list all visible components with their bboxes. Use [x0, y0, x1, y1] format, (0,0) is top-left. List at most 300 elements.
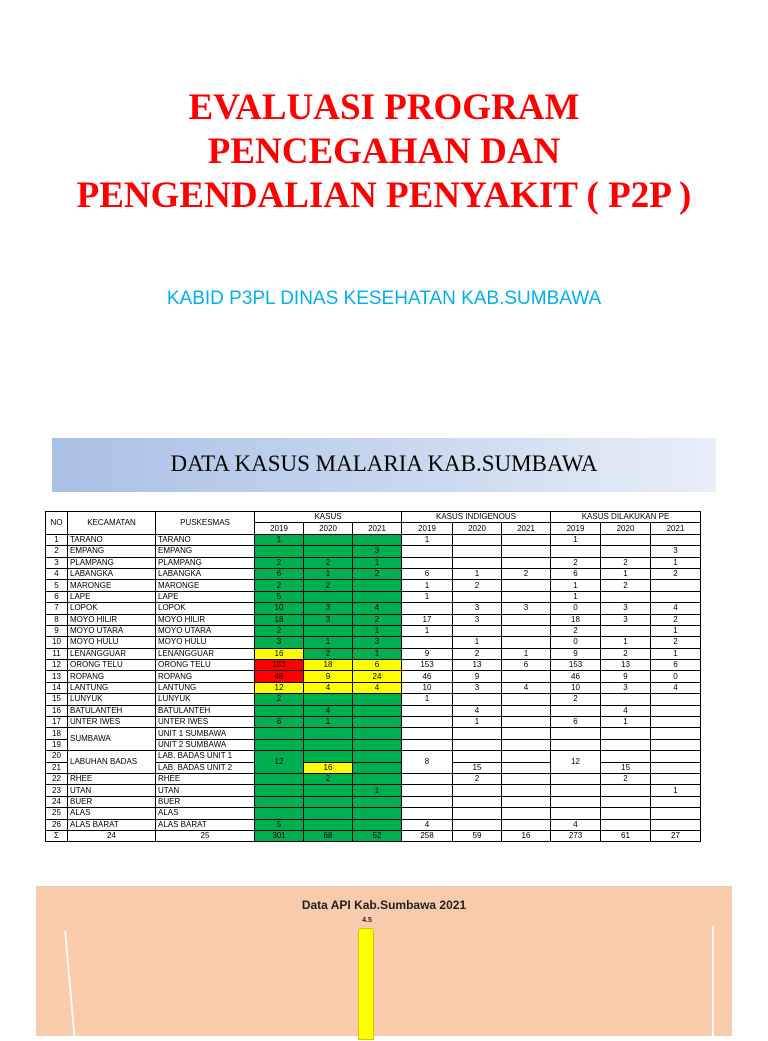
cell-kasus-2019 [255, 773, 304, 784]
cell-indigenous-2020 [453, 694, 502, 705]
cell-pe-2019: 273 [551, 830, 601, 841]
cell-kecamatan: LABANGKA [68, 568, 156, 579]
cell-kecamatan: ORONG TELU [68, 660, 156, 671]
cell-puskesmas: MOYO HILIR [156, 614, 255, 625]
cell-pe-2020 [601, 739, 651, 750]
cell-puskesmas: UNIT 1 SUMBAWA [156, 728, 255, 739]
cell-indigenous-2020: 15 [453, 762, 502, 773]
cell-indigenous-2021: 16 [502, 830, 551, 841]
cell-kecamatan: BATULANTEH [68, 705, 156, 716]
cell-kecamatan: PLAMPANG [68, 557, 156, 568]
cell-kasus-2019: 12 [255, 682, 304, 693]
cell-indigenous-2019 [402, 603, 453, 614]
table-row [46, 773, 701, 784]
cell-kasus-2021: 6 [353, 660, 402, 671]
cell-pe-2020 [601, 808, 651, 819]
cell-indigenous-2020: 4 [453, 705, 502, 716]
cell-indigenous-2021: 6 [502, 660, 551, 671]
table-row [46, 625, 701, 636]
cell-pe-2019: 153 [551, 660, 601, 671]
cell-indigenous-2019: 17 [402, 614, 453, 625]
cell-pe-2019: 2 [551, 557, 601, 568]
header-year: 2019 [551, 523, 601, 534]
cell-pe-2019 [551, 773, 601, 784]
cell-pe-2020 [601, 796, 651, 807]
cell-pe-2019 [551, 785, 601, 796]
cell-indigenous-2019: 46 [402, 671, 453, 682]
cell-kecamatan: RHEE [68, 773, 156, 784]
cell-pe-2020: 2 [601, 648, 651, 659]
table-row [46, 728, 701, 739]
cell-indigenous-2019: 10 [402, 682, 453, 693]
cell-indigenous-2019: 1 [402, 534, 453, 545]
cell-pe-2019: 18 [551, 614, 601, 625]
cell-pe-2019: 0 [551, 637, 601, 648]
cell-pe-2020: 13 [601, 660, 651, 671]
cell-indigenous-2019 [402, 717, 453, 728]
cell-no: 6 [46, 591, 68, 602]
cell-kasus-2019 [255, 785, 304, 796]
cell-kasus-2020: 1 [304, 717, 353, 728]
cell-kasus-2019: 46 [255, 671, 304, 682]
cell-puskesmas: MARONGE [156, 580, 255, 591]
cell-kasus-2020 [304, 796, 353, 807]
cell-no: 3 [46, 557, 68, 568]
cell-kasus-2019: 3 [255, 637, 304, 648]
cell-pe-2019: 46 [551, 671, 601, 682]
cell-indigenous-2021 [502, 580, 551, 591]
cell-pe-2021: 4 [651, 603, 701, 614]
subtitle: KABID P3PL DINAS KESEHATAN KAB.SUMBAWA [166, 288, 602, 309]
cell-kasus-2020 [304, 808, 353, 819]
cell-no: Σ [46, 830, 68, 841]
cell-kecamatan: ROPANG [68, 671, 156, 682]
cell-indigenous-2020 [453, 728, 502, 739]
cell-kasus-2020: 16 [304, 762, 353, 773]
cell-pe-2020 [601, 625, 651, 636]
table-row [46, 717, 701, 728]
cell-no: 12 [46, 660, 68, 671]
table-row [46, 603, 701, 614]
cell-indigenous-2021 [502, 773, 551, 784]
cell-kasus-2021 [353, 580, 402, 591]
table-row [46, 637, 701, 648]
table-row [46, 580, 701, 591]
table-row [46, 660, 701, 671]
chart-title: Data API Kab.Sumbawa 2021 [301, 898, 467, 912]
api-chart [36, 886, 732, 1036]
cell-kecamatan: MOYO UTARA [68, 625, 156, 636]
cell-indigenous-2019: 153 [402, 660, 453, 671]
cell-pe-2021: 1 [651, 557, 701, 568]
cell-puskesmas: LAB. BADAS UNIT 2 [156, 762, 255, 773]
cell-indigenous-2021 [502, 591, 551, 602]
header-year: 2021 [651, 523, 701, 534]
cell-kasus-2019: 6 [255, 568, 304, 579]
table-row [46, 830, 701, 841]
cell-kasus-2021: 2 [353, 568, 402, 579]
section-banner [52, 438, 716, 492]
header-no: NO [46, 512, 68, 535]
header-year: 2019 [402, 523, 453, 534]
cell-indigenous-2021 [502, 808, 551, 819]
cell-puskesmas: EMPANG [156, 546, 255, 557]
cell-kasus-2019: 5 [255, 819, 304, 830]
cell-indigenous-2019 [402, 808, 453, 819]
cell-no: 23 [46, 785, 68, 796]
cell-indigenous-2021: 3 [502, 603, 551, 614]
cell-kasus-2019: 5 [255, 591, 304, 602]
cell-pe-2019: 6 [551, 717, 601, 728]
header-indigenous: KASUS INDIGENOUS [402, 512, 551, 523]
cell-puskesmas: MOYO UTARA [156, 625, 255, 636]
title-line-1: EVALUASI PROGRAM [188, 87, 580, 128]
cell-indigenous-2020: 13 [453, 660, 502, 671]
cell-indigenous-2019 [402, 557, 453, 568]
cell-pe-2021: 0 [651, 671, 701, 682]
cell-no: 22 [46, 773, 68, 784]
cell-kecamatan: ALAS BARAT [68, 819, 156, 830]
chart-axis-line [64, 931, 76, 1041]
cell-indigenous-2021 [502, 796, 551, 807]
cell-no: 7 [46, 603, 68, 614]
cell-kecamatan: ALAS [68, 808, 156, 819]
cell-pe-2020 [601, 785, 651, 796]
cell-kasus-2020: 4 [304, 682, 353, 693]
cell-kasus-2019: 2 [255, 580, 304, 591]
malaria-table [45, 511, 701, 842]
cell-pe-2020: 1 [601, 637, 651, 648]
cell-kecamatan: MOYO HULU [68, 637, 156, 648]
cell-kasus-2021 [353, 694, 402, 705]
header-kecamatan: KECAMATAN [68, 512, 156, 535]
cell-indigenous-2021 [502, 785, 551, 796]
cell-indigenous-2020 [453, 557, 502, 568]
cell-indigenous-2020: 3 [453, 682, 502, 693]
table-row [46, 534, 701, 545]
cell-kecamatan: SUMBAWA [68, 728, 156, 751]
cell-pe-2019: 10 [551, 682, 601, 693]
cell-indigenous-2021 [502, 762, 551, 773]
cell-kasus-2021 [353, 796, 402, 807]
cell-pe-2020: 2 [601, 580, 651, 591]
cell-pe-2020: 9 [601, 671, 651, 682]
cell-kasus-2019: 6 [255, 717, 304, 728]
cell-kasus-2020: 68 [304, 830, 353, 841]
cell-kecamatan: LOPOK [68, 603, 156, 614]
cell-kasus-2021 [353, 751, 402, 762]
cell-pe-2021 [651, 705, 701, 716]
cell-indigenous-2019 [402, 739, 453, 750]
cell-pe-2019 [551, 728, 601, 739]
cell-puskesmas: LOPOK [156, 603, 255, 614]
cell-kasus-2021 [353, 717, 402, 728]
cell-kasus-2021: 1 [353, 557, 402, 568]
cell-kasus-2019: 1 [255, 534, 304, 545]
cell-pe-2019 [551, 739, 601, 750]
cell-kasus-2021: 1 [353, 625, 402, 636]
cell-indigenous-2021: 1 [502, 648, 551, 659]
cell-indigenous-2021 [502, 728, 551, 739]
cell-kasus-2020: 2 [304, 557, 353, 568]
table-row [46, 557, 701, 568]
cell-kasus-2019 [255, 739, 304, 750]
cell-puskesmas: ROPANG [156, 671, 255, 682]
cell-pe-2020: 1 [601, 568, 651, 579]
cell-pe-2019: 2 [551, 694, 601, 705]
cell-pe-2021 [651, 773, 701, 784]
cell-kasus-2021: 1 [353, 785, 402, 796]
cell-indigenous-2020 [453, 796, 502, 807]
cell-kecamatan: TARANO [68, 534, 156, 545]
cell-pe-2020: 15 [601, 762, 651, 773]
cell-kecamatan: LENANGGUAR [68, 648, 156, 659]
header-pe: KASUS DILAKUKAN PE [551, 512, 701, 523]
cell-pe-2020: 4 [601, 705, 651, 716]
cell-indigenous-2020: 2 [453, 580, 502, 591]
cell-pe-2019: 9 [551, 648, 601, 659]
cell-pe-2021: 2 [651, 614, 701, 625]
cell-pe-2021 [651, 796, 701, 807]
cell-kasus-2020: 1 [304, 637, 353, 648]
cell-kasus-2021 [353, 705, 402, 716]
cell-pe-2019 [551, 705, 601, 716]
cell-indigenous-2020 [453, 751, 502, 762]
cell-indigenous-2020 [453, 785, 502, 796]
cell-pe-2021 [651, 751, 701, 762]
cell-indigenous-2020 [453, 739, 502, 750]
cell-indigenous-2021: 2 [502, 568, 551, 579]
header-year: 2020 [304, 523, 353, 534]
cell-pe-2021 [651, 694, 701, 705]
cell-kasus-2019 [255, 796, 304, 807]
cell-kasus-2020 [304, 739, 353, 750]
cell-pe-2020: 3 [601, 614, 651, 625]
table-row [46, 796, 701, 807]
cell-kasus-2019 [255, 808, 304, 819]
cell-puskesmas: ORONG TELU [156, 660, 255, 671]
cell-kasus-2019 [255, 546, 304, 557]
cell-kasus-2020: 1 [304, 568, 353, 579]
table-row [46, 648, 701, 659]
cell-pe-2020 [601, 751, 651, 762]
table-row [46, 694, 701, 705]
cell-pe-2020 [601, 534, 651, 545]
cell-indigenous-2021 [502, 557, 551, 568]
cell-kasus-2020: 3 [304, 603, 353, 614]
cell-no: 4 [46, 568, 68, 579]
cell-no: 18 [46, 728, 68, 739]
cell-kasus-2021: 2 [353, 614, 402, 625]
cell-indigenous-2019: 4 [402, 819, 453, 830]
cell-no: 26 [46, 819, 68, 830]
header-puskesmas: PUSKESMAS [156, 512, 255, 535]
cell-pe-2019: 12 [551, 751, 601, 774]
cell-indigenous-2019 [402, 705, 453, 716]
cell-indigenous-2020: 2 [453, 773, 502, 784]
cell-kecamatan: MOYO HILIR [68, 614, 156, 625]
cell-pe-2021 [651, 717, 701, 728]
table-row [46, 682, 701, 693]
section-title: DATA KASUS MALARIA KAB.SUMBAWA [170, 451, 598, 476]
cell-indigenous-2019 [402, 546, 453, 557]
cell-kasus-2021: 52 [353, 830, 402, 841]
cell-pe-2019: 0 [551, 603, 601, 614]
cell-no: 9 [46, 625, 68, 636]
cell-kasus-2020: 2 [304, 648, 353, 659]
cell-kasus-2019: 153 [255, 660, 304, 671]
cell-kasus-2021 [353, 591, 402, 602]
cell-pe-2019: 1 [551, 580, 601, 591]
cell-puskesmas: LAPE [156, 591, 255, 602]
cell-no: 15 [46, 694, 68, 705]
cell-pe-2021: 3 [651, 546, 701, 557]
cell-puskesmas: MOYO HULU [156, 637, 255, 648]
cell-indigenous-2020: 1 [453, 717, 502, 728]
cell-kasus-2020 [304, 546, 353, 557]
title-line-2: PENCEGAHAN DAN [207, 131, 561, 172]
cell-indigenous-2019 [402, 637, 453, 648]
cell-puskesmas: LUNYUK [156, 694, 255, 705]
cell-kecamatan: LABUHAN BADAS [68, 751, 156, 774]
cell-pe-2021: 4 [651, 682, 701, 693]
table-row [46, 568, 701, 579]
cell-pe-2021 [651, 591, 701, 602]
cell-kasus-2019: 10 [255, 603, 304, 614]
cell-indigenous-2020: 3 [453, 603, 502, 614]
cell-kasus-2021 [353, 808, 402, 819]
cell-pe-2021 [651, 728, 701, 739]
cell-kasus-2019: 2 [255, 557, 304, 568]
cell-kasus-2020: 3 [304, 614, 353, 625]
cell-pe-2019: 2 [551, 625, 601, 636]
cell-pe-2021 [651, 762, 701, 773]
cell-kasus-2021 [353, 762, 402, 773]
cell-indigenous-2020 [453, 591, 502, 602]
header-kasus: KASUS [255, 512, 402, 523]
chart-bar [358, 928, 374, 1040]
cell-indigenous-2019: 9 [402, 648, 453, 659]
cell-kasus-2019: 18 [255, 614, 304, 625]
cell-kasus-2021 [353, 534, 402, 545]
header-year: 2021 [353, 523, 402, 534]
cell-kasus-2020: 2 [304, 580, 353, 591]
cell-no: 2 [46, 546, 68, 557]
header-year: 2020 [601, 523, 651, 534]
cell-indigenous-2019 [402, 773, 453, 784]
cell-pe-2021 [651, 739, 701, 750]
cell-no: 21 [46, 762, 68, 773]
cell-pe-2020 [601, 591, 651, 602]
cell-kasus-2020 [304, 694, 353, 705]
cell-puskesmas: LANTUNG [156, 682, 255, 693]
cell-pe-2020: 61 [601, 830, 651, 841]
cell-kasus-2020: 4 [304, 705, 353, 716]
cell-indigenous-2019 [402, 785, 453, 796]
cell-pe-2020 [601, 546, 651, 557]
cell-indigenous-2020: 2 [453, 648, 502, 659]
cell-indigenous-2020: 59 [453, 830, 502, 841]
cell-kasus-2020: 18 [304, 660, 353, 671]
cell-kasus-2021 [353, 739, 402, 750]
cell-no: 11 [46, 648, 68, 659]
cell-kasus-2019: 16 [255, 648, 304, 659]
cell-puskesmas: ALAS [156, 808, 255, 819]
cell-puskesmas: TARANO [156, 534, 255, 545]
cell-kasus-2019: 2 [255, 625, 304, 636]
cell-pe-2021: 1 [651, 625, 701, 636]
cell-pe-2020: 1 [601, 717, 651, 728]
cell-indigenous-2020 [453, 808, 502, 819]
cell-kasus-2019 [255, 705, 304, 716]
cell-pe-2020: 3 [601, 603, 651, 614]
cell-indigenous-2019: 1 [402, 694, 453, 705]
cell-kasus-2019: 2 [255, 694, 304, 705]
table-row [46, 705, 701, 716]
cell-indigenous-2021 [502, 819, 551, 830]
cell-pe-2019 [551, 546, 601, 557]
cell-kasus-2021: 4 [353, 603, 402, 614]
cell-indigenous-2020 [453, 819, 502, 830]
cell-pe-2020: 2 [601, 773, 651, 784]
cell-puskesmas: LENANGGUAR [156, 648, 255, 659]
cell-indigenous-2021 [502, 751, 551, 762]
cell-kasus-2019: 12 [255, 751, 304, 774]
cell-indigenous-2021 [502, 705, 551, 716]
table-row [46, 546, 701, 557]
cell-kasus-2021: 3 [353, 546, 402, 557]
cell-puskesmas: UNTER IWES [156, 717, 255, 728]
cell-pe-2019: 6 [551, 568, 601, 579]
cell-pe-2021: 27 [651, 830, 701, 841]
cell-indigenous-2019: 1 [402, 625, 453, 636]
cell-indigenous-2019 [402, 796, 453, 807]
cell-pe-2021 [651, 580, 701, 591]
cell-puskesmas: UTAN [156, 785, 255, 796]
cell-pe-2020: 2 [601, 557, 651, 568]
cell-puskesmas: LABANGKA [156, 568, 255, 579]
table-row [46, 785, 701, 796]
table-row [46, 671, 701, 682]
cell-kasus-2021 [353, 728, 402, 739]
cell-indigenous-2021 [502, 546, 551, 557]
cell-indigenous-2021 [502, 637, 551, 648]
cell-no: 1 [46, 534, 68, 545]
cell-kecamatan: UNTER IWES [68, 717, 156, 728]
cell-indigenous-2019: 8 [402, 751, 453, 774]
cell-kasus-2020 [304, 819, 353, 830]
cell-puskesmas: BATULANTEH [156, 705, 255, 716]
cell-pe-2020 [601, 728, 651, 739]
cell-puskesmas: 25 [156, 830, 255, 841]
cell-indigenous-2020 [453, 625, 502, 636]
header-year: 2020 [453, 523, 502, 534]
cell-kasus-2020 [304, 751, 353, 762]
cell-indigenous-2020: 3 [453, 614, 502, 625]
cell-kecamatan: LANTUNG [68, 682, 156, 693]
cell-kecamatan: BUER [68, 796, 156, 807]
cell-pe-2019: 1 [551, 534, 601, 545]
cell-pe-2020 [601, 819, 651, 830]
cell-no: 24 [46, 796, 68, 807]
cell-puskesmas: ALAS BARAT [156, 819, 255, 830]
cell-kecamatan: EMPANG [68, 546, 156, 557]
cell-indigenous-2021 [502, 534, 551, 545]
table-row [46, 591, 701, 602]
cell-indigenous-2019 [402, 728, 453, 739]
cell-puskesmas: LAB. BADAS UNIT 1 [156, 751, 255, 762]
cell-kasus-2020: 9 [304, 671, 353, 682]
